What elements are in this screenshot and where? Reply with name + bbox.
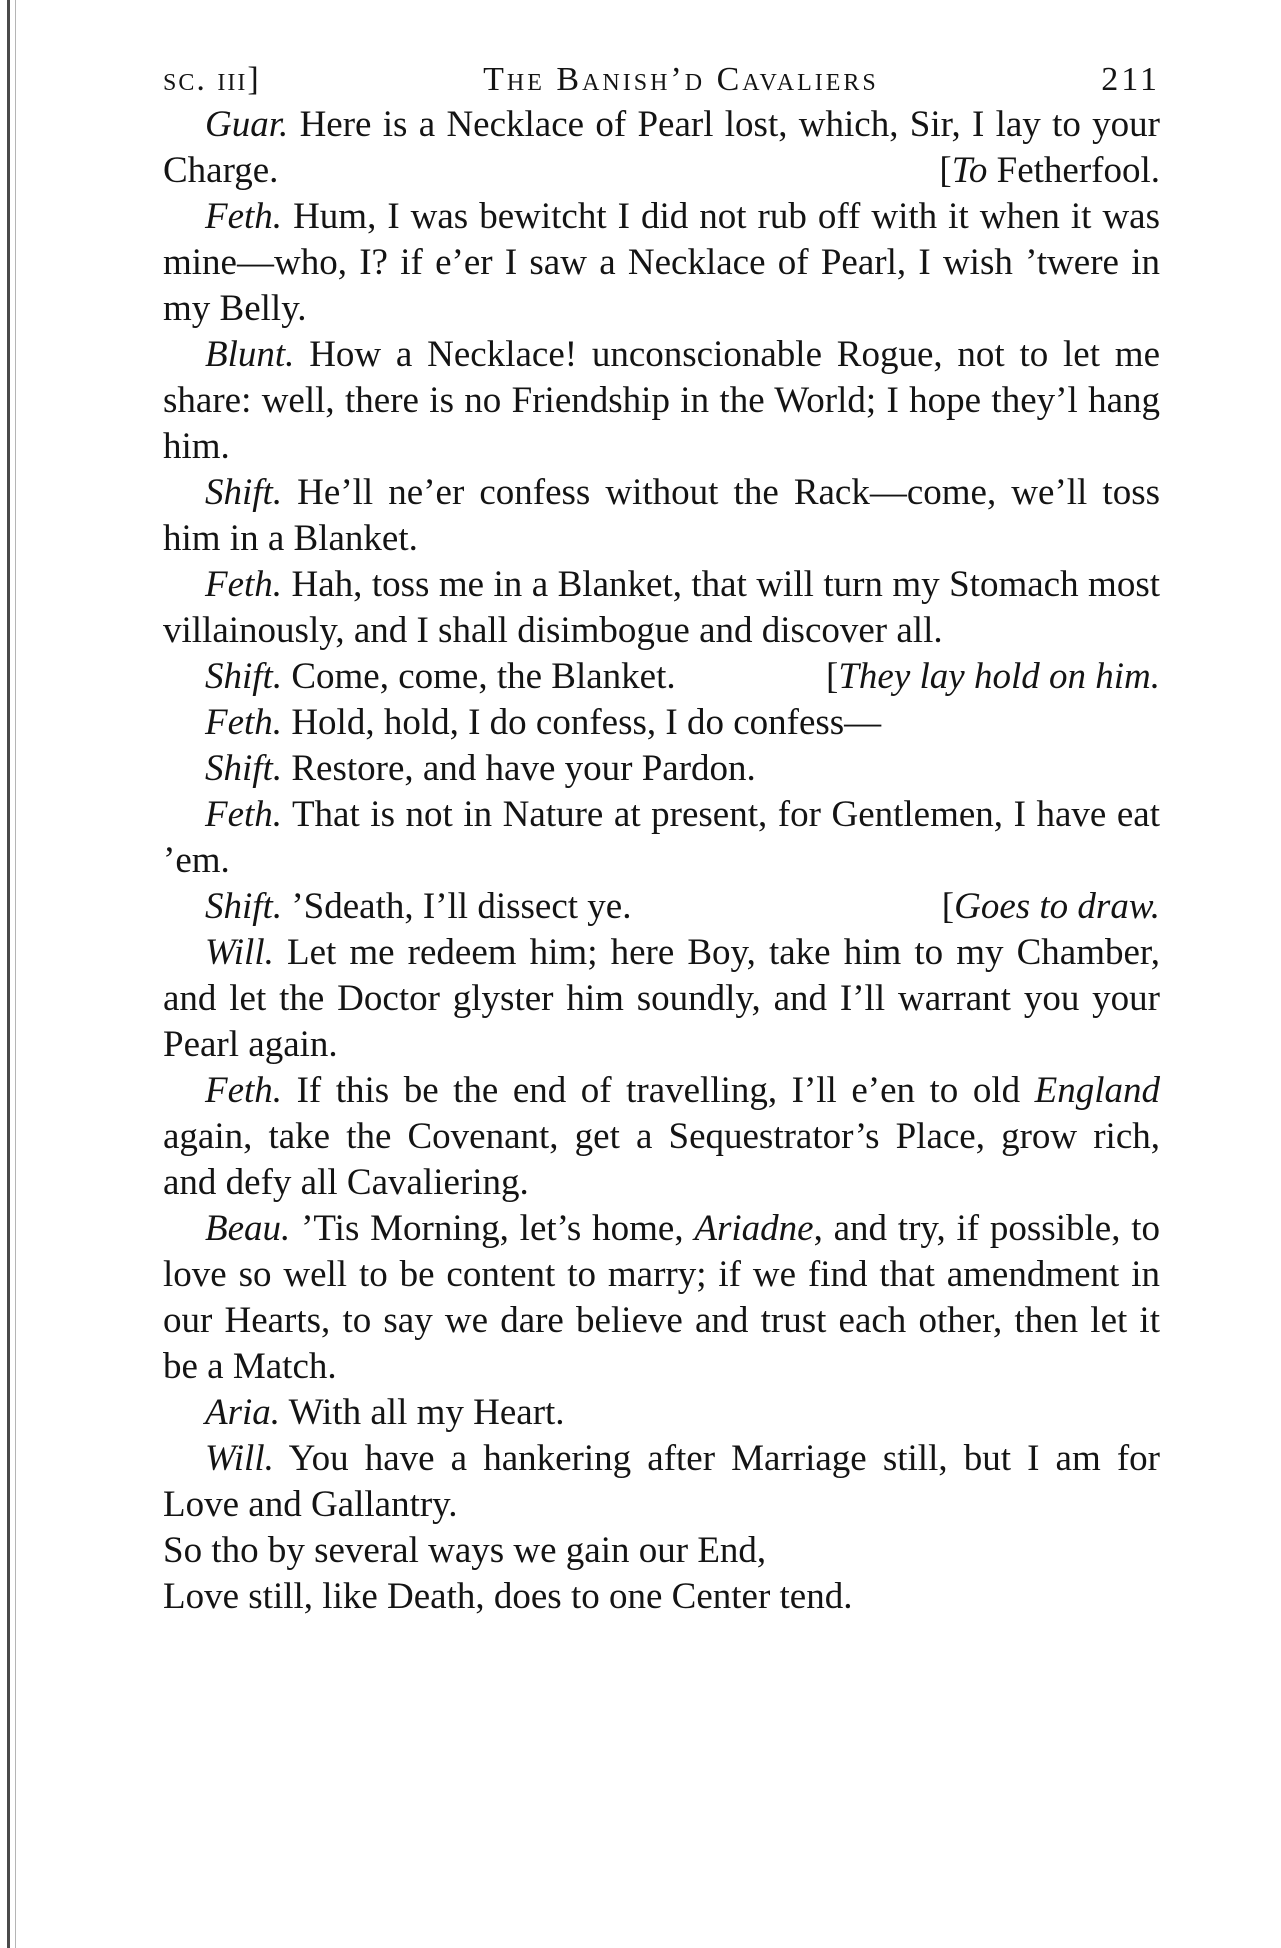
speech-will-1 (163, 930, 1160, 1068)
speech-feth-4 (163, 792, 1160, 884)
dialogue-body (163, 102, 1160, 1620)
speech-shift-4 (163, 884, 1160, 930)
speech-text: Hah, toss me in a Blanket, that will turn my Stomach most villainously, and I shall disimbogue and discover all. (163, 564, 1160, 651)
speech-text: , and try, if possible, to love so well to be content to marry; if we find that amendment in our Hearts, to say we dare believe and trust each other, then let it be a Match. (163, 1208, 1160, 1387)
speech-text: ’Tis Morning, let’s home, (290, 1208, 695, 1249)
speaker-name: Shift. (205, 656, 283, 697)
speech-text: Here is a Necklace of Pearl lost, which, Sir, I lay to your Charge. (163, 104, 1160, 191)
speech-shift-2 (163, 654, 1160, 700)
speech-beau (163, 1206, 1160, 1390)
closing-verse-line-2: Love still, like Death, does to one Center tend. (163, 1576, 853, 1617)
speaker-name: Will. (205, 1438, 274, 1479)
speaker-name: Shift. (205, 472, 283, 513)
speaker-name: Feth. (205, 702, 283, 743)
running-title: The Banish’d Cavaliers (483, 61, 879, 98)
speech-text: Let me redeem him; here Boy, take him to my Chamber, and let the Doctor glyster him soundly, and I’ll warrant you your Pearl again. (163, 932, 1160, 1065)
closing-verse-line-1: So tho by several ways we gain our End, (163, 1530, 767, 1571)
speaker-name: Feth. (205, 794, 283, 835)
speaker-name: Shift. (205, 748, 283, 789)
speech-text: If this be the end of travelling, I’ll e’en to old (282, 1070, 1035, 1111)
speaker-name: Will. (205, 932, 274, 973)
bracket: [ (826, 656, 839, 697)
stage-direction-italic: Goes to draw. (954, 886, 1160, 927)
stage-direction (784, 654, 1160, 700)
speech-text: ’Sdeath, I’ll dissect ye. (282, 886, 632, 927)
speaker-name: Feth. (205, 564, 283, 605)
speech-will-2 (163, 1436, 1160, 1528)
character-name-italic: Ariadne (694, 1208, 814, 1249)
speech-text: Hold, hold, I do confess, I do confess— (282, 702, 882, 743)
speech-feth-3 (163, 700, 1160, 746)
speaker-name: Shift. (205, 886, 283, 927)
gutter-edge-line (7, 0, 10, 1948)
speech-blunt (163, 332, 1160, 470)
speech-aria (163, 1390, 1160, 1436)
speech-text: How a Necklace! unconscionable Rogue, not to let me share: well, there is no Friendship in the World; I hope they’l hang him. (163, 334, 1160, 467)
book-page (163, 58, 1160, 1928)
speech-feth-1 (163, 194, 1160, 332)
speech-text: That is not in Nature at present, for Gentlemen, I have eat ’em. (163, 794, 1160, 881)
scene-marker: sc. iii] (163, 61, 261, 98)
speech-text: Come, come, the Blanket. (282, 656, 676, 697)
bracket: [ (939, 150, 952, 191)
speech-text: Hum, I was bewitcht I did not rub off with it when it was mine—who, I? if e’er I saw a Necklace of Pearl, I wish ’twere in my Belly. (163, 196, 1160, 329)
stage-direction (897, 148, 1160, 194)
stage-direction-name: Fetherfool. (987, 150, 1160, 191)
speaker-name: Feth. (205, 1070, 283, 1111)
speaker-name: Guar. (205, 104, 289, 145)
place-name-italic: England (1034, 1070, 1160, 1111)
speech-shift-1 (163, 470, 1160, 562)
speaker-name: Beau. (205, 1208, 291, 1249)
bracket: [ (941, 886, 955, 927)
speaker-name: Aria. (205, 1392, 281, 1433)
speech-feth-5 (163, 1068, 1160, 1206)
speech-text: Restore, and have your Pardon. (282, 748, 756, 789)
speaker-name: Blunt. (205, 334, 295, 375)
speaker-name: Feth. (205, 196, 283, 237)
stage-direction (900, 884, 1160, 930)
speech-text: With all my Heart. (280, 1392, 565, 1433)
running-head (163, 58, 1160, 102)
stage-direction-italic: To (951, 150, 988, 191)
speech-guar (163, 102, 1160, 194)
speech-text: again, take the Covenant, get a Sequestrator’s Place, grow rich, and defy all Cavaliering. (163, 1116, 1160, 1203)
page-number: 211 (1101, 61, 1160, 98)
stage-direction-italic: They lay hold on him. (838, 656, 1160, 697)
speech-feth-2 (163, 562, 1160, 654)
speech-text: You have a hankering after Marriage still, but I am for Love and Gallantry. (163, 1438, 1160, 1525)
gutter-edge-line-thin (15, 0, 16, 1948)
speech-shift-3 (163, 746, 1160, 792)
speech-text: He’ll ne’er confess without the Rack—come, we’ll toss him in a Blanket. (163, 472, 1160, 559)
